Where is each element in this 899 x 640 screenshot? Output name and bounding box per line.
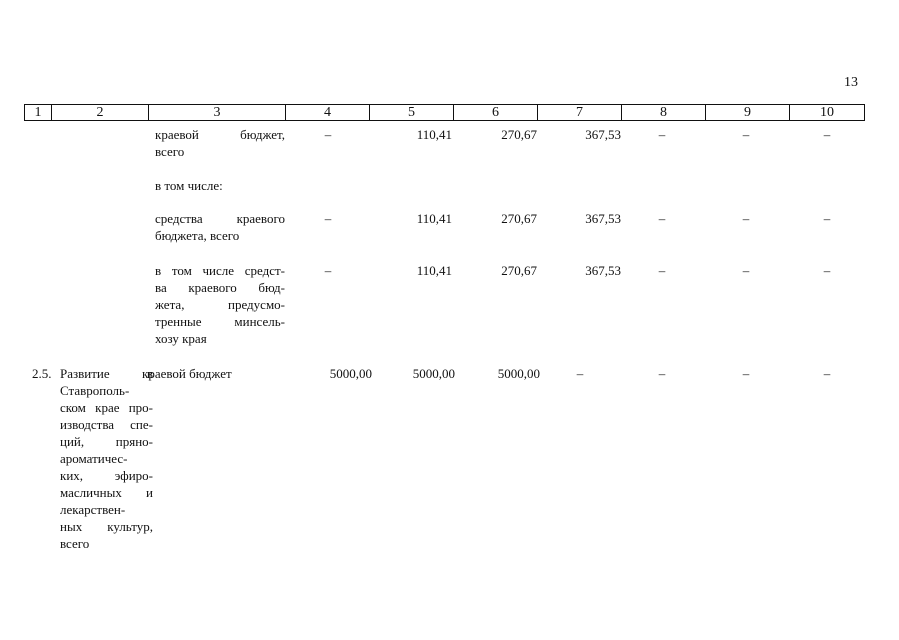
header-cell-3: 3 <box>148 105 285 120</box>
row5-col3: краевой бюджет <box>142 366 232 381</box>
header-cell-8: 8 <box>621 105 705 120</box>
row1-col10: – <box>823 127 831 142</box>
row2-col3: в том числе: <box>155 178 223 193</box>
row3-col3: средства краевого бюджета, всего <box>155 211 285 243</box>
row5-col7: – <box>576 366 584 381</box>
row3-col5: 110,41 <box>416 211 452 226</box>
row3-col8: – <box>658 211 666 226</box>
row3-col9: – <box>742 211 750 226</box>
row1-col8: – <box>658 127 666 142</box>
table-header-row <box>24 104 865 121</box>
row1-col6: 270,67 <box>501 127 537 142</box>
row4-col8: – <box>658 263 666 278</box>
row4-col9: – <box>742 263 750 278</box>
row5-col5: 5000,00 <box>412 366 455 381</box>
row4-col3: в том числе средст- ва краевого бюд- жета, предусмо- тренные минсель- хозу края <box>155 263 285 346</box>
row5-col10: – <box>823 366 831 381</box>
row1-col5: 110,41 <box>416 127 452 142</box>
header-cell-2: 2 <box>51 105 148 120</box>
row3-col7: 367,53 <box>585 211 621 226</box>
header-cell-7: 7 <box>537 105 621 120</box>
row5-col2: Развитие в Ставрополь- ском крае про- изводства спе- ций, пряно- ароматичес- ких, эфиро- масличных и лекарствен- ных культур, всего <box>60 366 153 551</box>
page-number: 13 <box>844 75 858 90</box>
row1-col9: – <box>742 127 750 142</box>
header-cell-4: 4 <box>285 105 369 120</box>
row5-col9: – <box>742 366 750 381</box>
row4-col7: 367,53 <box>585 263 621 278</box>
row4-col10: – <box>823 263 831 278</box>
row4-col4: – <box>324 263 332 278</box>
row3-col4: – <box>324 211 332 226</box>
header-cell-9: 9 <box>705 105 789 120</box>
row4-col5: 110,41 <box>416 263 452 278</box>
header-cell-5: 5 <box>369 105 453 120</box>
header-cell-1: 1 <box>34 105 42 120</box>
row1-col4: – <box>324 127 332 142</box>
row3-col10: – <box>823 211 831 226</box>
row5-col4: 5000,00 <box>329 366 372 381</box>
row5-col6: 5000,00 <box>497 366 540 381</box>
row3-col6: 270,67 <box>501 211 537 226</box>
row1-col7: 367,53 <box>585 127 621 142</box>
row4-col6: 270,67 <box>501 263 537 278</box>
header-cell-6: 6 <box>453 105 537 120</box>
row1-col3: краевой бюджет, всего <box>155 127 285 159</box>
row5-col8: – <box>658 366 666 381</box>
row5-col1: 2.5. <box>32 366 52 381</box>
header-cell-10: 10 <box>789 105 864 120</box>
